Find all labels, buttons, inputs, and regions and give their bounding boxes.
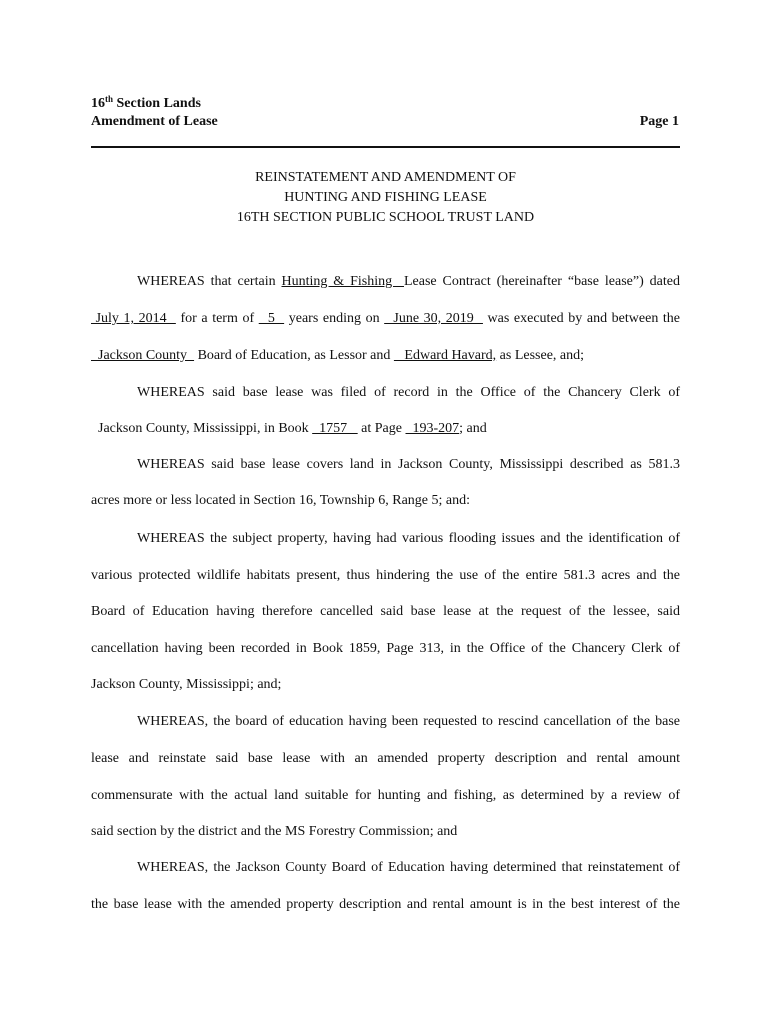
- book-number-field: 1757: [312, 421, 358, 436]
- document-title: [91, 168, 680, 228]
- lessee-field: Edward Havard,: [393, 348, 497, 363]
- ordinal-suffix: th: [105, 94, 114, 104]
- paragraph-1-line-3: [91, 347, 584, 365]
- text: years ending on: [284, 311, 385, 326]
- paragraph-5-line-1: WHEREAS, the board of education having been requested to rescind cancellation of the base: [137, 714, 680, 729]
- lease-term-field: 5: [258, 311, 285, 326]
- text: as Lessee, and;: [496, 348, 585, 363]
- end-date-field: June 30, 2019: [384, 311, 483, 326]
- section-number: 16: [91, 96, 105, 111]
- text: was executed by and between the: [487, 311, 681, 326]
- paragraph-4-line-5: Jackson County, Mississippi; and;: [91, 677, 282, 692]
- paragraph-4-line-3: Board of Education having therefore cancelled said base lease at the request of the lessee, said: [91, 604, 680, 619]
- header-subtitle: Amendment of Lease: [91, 114, 218, 129]
- page-header: [91, 95, 218, 131]
- title-line-1: REINSTATEMENT AND AMENDMENT OF: [255, 170, 516, 185]
- paragraph-4-line-4: cancellation having been recorded in Book 1859, Page 313, in the Office of the Chancery Clerk of: [91, 641, 680, 656]
- paragraph-3-line-2: acres more or less located in Section 16, Township 6, Range 5; and:: [91, 493, 471, 508]
- title-line-3: 16TH SECTION PUBLIC SCHOOL TRUST LAND: [236, 210, 535, 225]
- paragraph-5-line-2: lease and reinstate said base lease with an amended property description and rental amount: [91, 751, 680, 766]
- page-number-field: 193-207: [405, 421, 460, 436]
- paragraph-6-line-1: WHEREAS, the Jackson County Board of Education having determined that reinstatement of: [137, 860, 680, 875]
- paragraph-2-line-1: WHEREAS said base lease was filed of record in the Office of the Chancery Clerk of: [137, 385, 680, 400]
- text: ; and: [459, 421, 487, 436]
- section-label: Section Lands: [113, 96, 201, 111]
- text: for a term of: [180, 311, 259, 326]
- header-rule: [91, 146, 680, 148]
- paragraph-5-line-3: commensurate with the actual land suitable for hunting and fishing, as determined by a review of: [91, 788, 680, 803]
- lease-type-field: Hunting & Fishing: [281, 274, 404, 289]
- page-number: Page 1: [639, 114, 679, 129]
- paragraph-1-line-2: [91, 310, 680, 328]
- text: Lease Contract (hereinafter “base lease”) dated: [403, 274, 680, 289]
- lessor-field: Jackson County: [91, 348, 195, 363]
- paragraph-4-line-1: WHEREAS the subject property, having had various flooding issues and the identification of: [137, 531, 680, 546]
- paragraph-2-line-2: [98, 420, 487, 438]
- paragraph-3-line-1: WHEREAS said base lease covers land in Jackson County, Mississippi described as 581.3: [137, 457, 680, 472]
- title-line-2: HUNTING AND FISHING LEASE: [284, 190, 487, 205]
- text: Jackson County, Mississippi, in Book: [98, 421, 313, 436]
- text: WHEREAS that certain: [137, 274, 282, 289]
- text: Board of Education, as Lessor and: [194, 348, 394, 363]
- lease-date-field: July 1, 2014: [91, 311, 176, 326]
- paragraph-6-line-2: the base lease with the amended property description and rental amount is in the best interest of the: [91, 897, 680, 912]
- paragraph-4-line-2: various protected wildlife habitats present, thus hindering the use of the entire 581.3 acres and the: [91, 568, 680, 583]
- paragraph-1-line-1: [137, 273, 680, 291]
- paragraph-5-line-4: said section by the district and the MS Forestry Commission; and: [91, 824, 458, 839]
- header-section-title: [91, 95, 218, 113]
- text: at Page: [357, 421, 406, 436]
